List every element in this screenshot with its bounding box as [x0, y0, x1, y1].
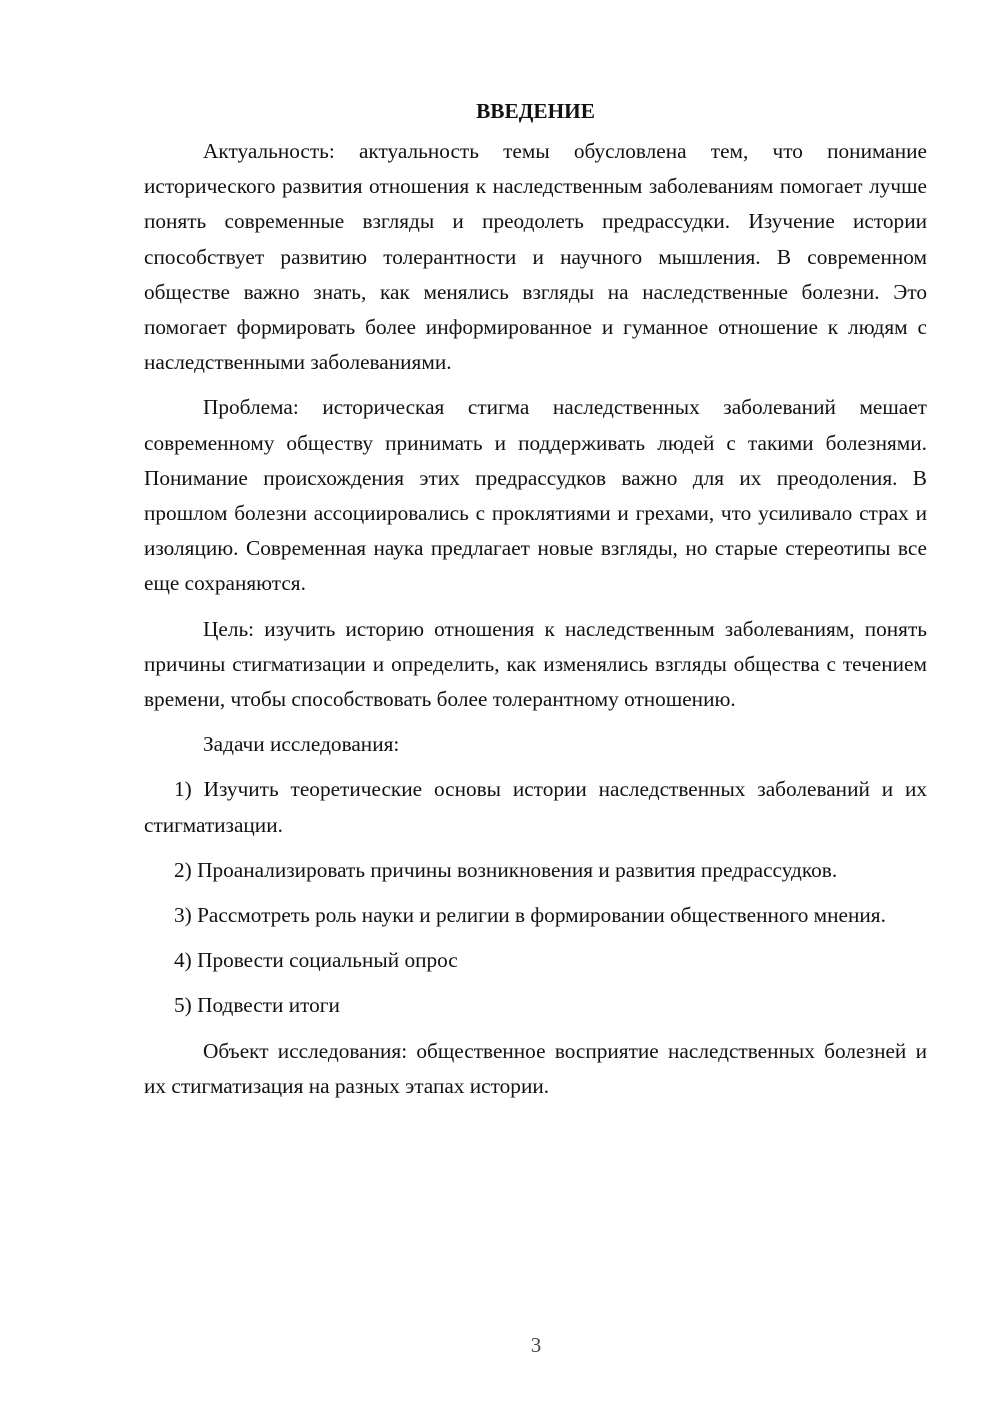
problem-paragraph: Проблема: историческая стигма наследственных заболеваний мешает современному обществу принимать и поддерживать людей с такими болезнями. Понимание происхождения этих предрассудков важно для их преодоления. В прошлом болезни ассоциировались с проклятиями и грехами, что усиливало страх и изоляцию. Современная наука предлагает новые взгляды, но старые стереотипы все еще сохраняются. [144, 395, 927, 596]
tasks-heading: Задачи исследования: [203, 732, 400, 757]
task-item-2: 2) Проанализировать причины возникновения и развития предрассудков. [174, 857, 838, 882]
document-page [144, 92, 927, 1114]
goal-paragraph: Цель: изучить историю отношения к наследственным заболеваниям, понять причины стигматизации и определить, как изменялись взгляды общества с течением времени, чтобы способствовать более толерантному отношению. [144, 616, 927, 712]
relevance-paragraph: Актуальность: актуальность темы обусловлена тем, что понимание исторического развития отношения к наследственным заболеваниям помогает лучше понять современные взгляды и преодолеть предрассудки. Изучение истории способствует развитию толерантности и научного мышления. В современном обществе важно знать, как менялись взгляды на наследственные болезни. Это помогает формировать более информированное и гуманное отношение к людям с наследственными заболеваниями. [144, 139, 927, 375]
page-number: 3 [530, 1333, 542, 1357]
task-item-4: 4) Провести социальный опрос [174, 948, 458, 973]
task-item-3: 3) Рассмотреть роль науки и религии в формировании общественного мнения. [174, 903, 886, 928]
task-item-5: 5) Подвести итоги [174, 993, 340, 1018]
section-title: ВВЕДЕНИЕ [476, 99, 595, 123]
object-paragraph: Объект исследования: общественное восприятие наследственных болезней и их стигматизация на разных этапах истории. [144, 1038, 927, 1098]
task-item-1: 1) Изучить теоретические основы истории наследственных заболеваний и их стигматизации. [144, 777, 927, 837]
